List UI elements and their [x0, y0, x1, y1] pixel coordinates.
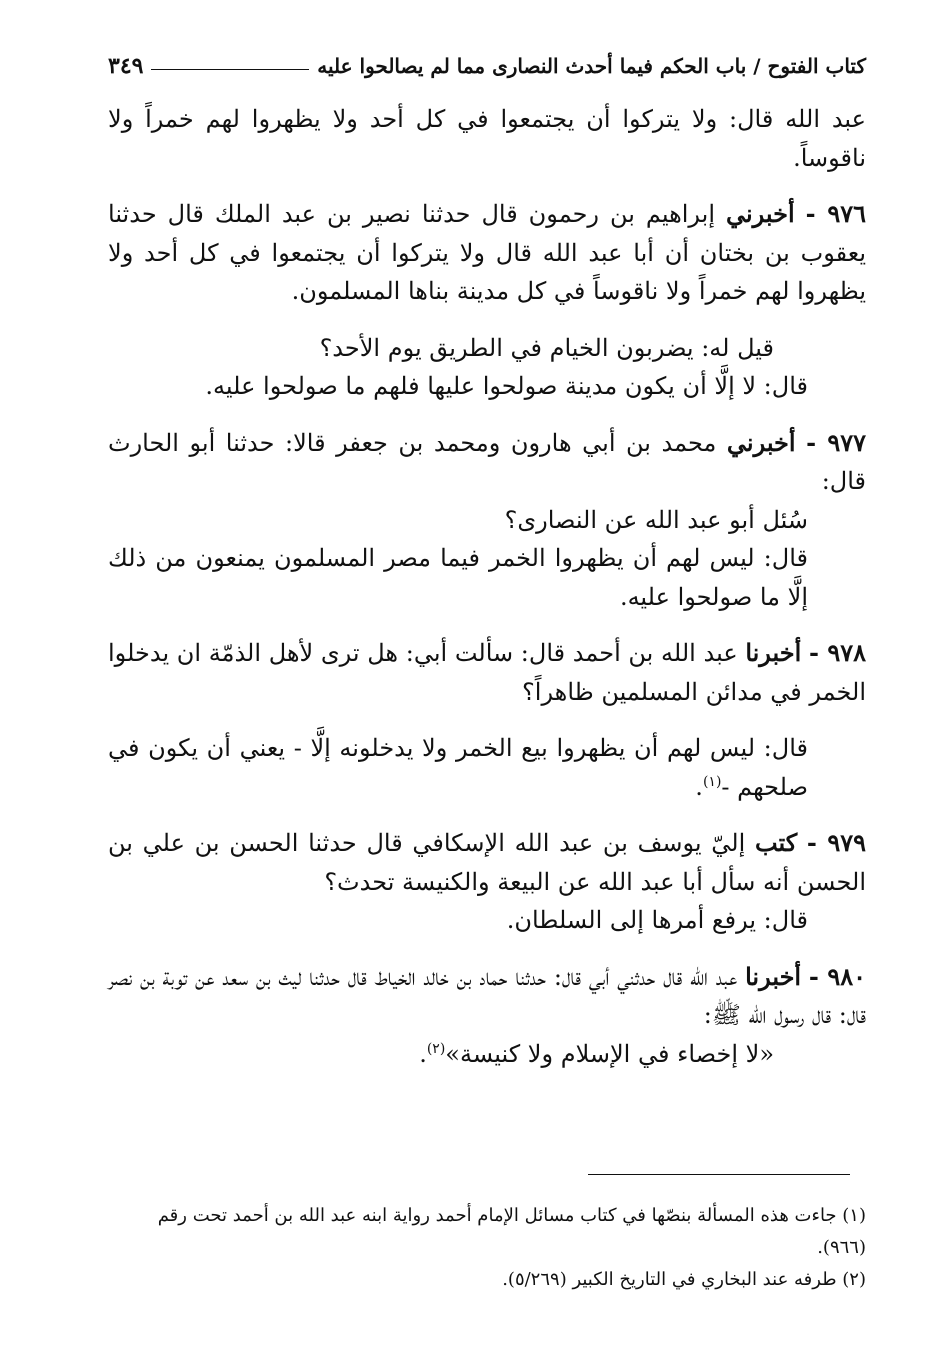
hadith-number: ٩٧٦ - [805, 199, 866, 228]
narration-keyword: أخبرنا [745, 638, 802, 667]
footnote-separator [588, 1174, 850, 1175]
page-body [108, 100, 866, 1073]
answer-line: قال: ليس لهم أن يظهروا الخمر فيما مصر المسلمون يمنعون من ذلك إلَّا ما صولحوا عليه. [108, 544, 808, 611]
hadith-text: إليّ يوسف بن عبد الله الإسكافي قال حدثنا الحسن بن علي بن الحسن أنه سأل أبا عبد الله عن البيعة والكنيسة تحدث؟ [108, 829, 866, 896]
footnote-2: (٢) طرفه عند البخاري في التاريخ الكبير (٥/٢٦٩). [502, 1269, 866, 1290]
answer-line: قال: يرفع أمرها إلى السلطان. [506, 906, 808, 934]
hadith-text: عبد الله قال حدثني أبي قال: حدثنا حماد بن خالد الخياط قال حدثنا ليث بن سعد عن توبة بن نصر قال: قال رسول الله ﷺ: [108, 962, 866, 1029]
narration-keyword: كتب [754, 828, 798, 857]
question-line: قيل له: يضربون الخيام في الطريق يوم الأحد؟ [319, 333, 774, 362]
running-header [108, 46, 866, 86]
paragraph-continuation: عبد الله قال: ولا يتركوا أن يجتمعوا في كل أحد ولا يظهروا لهم خمراً ولا ناقوساً. [108, 105, 866, 172]
hadith-number: ٩٧٩ - [806, 828, 866, 857]
hadith-978 [108, 634, 866, 711]
hadith-text: إبراهيم بن رحمون قال حدثنا نصير بن عبد الملك قال حدثنا يعقوب بن بختان أن أبا عبد الله قال ولا يتركوا أن يجتمعوا في كل أحد ولا يظهروا لهم خمراً ولا ناقوساً في كل مدينة بناها المسلمون. [108, 200, 866, 305]
narration-keyword: أخبرني [726, 427, 796, 457]
header-rule [151, 69, 309, 70]
footnote-mark-1[interactable]: (١) [702, 773, 722, 790]
hadith-980 [108, 958, 866, 1035]
answer-line: قال: ليس لهم أن يظهروا بيع الخمر ولا يدخلونه إلَّا - يعني أن يكون في صلحهم -$^{(١)}$. [108, 734, 808, 801]
prophetic-quote: «لا إخصاء في الإسلام ولا كنيسة»$^{(٢)}$. [419, 1039, 774, 1068]
hadith-number: ٩٨٠ - [808, 961, 866, 991]
footnotes [108, 1200, 866, 1296]
hadith-number: ٩٧٧ - [806, 427, 867, 457]
hadith-977 [108, 424, 866, 501]
hadith-text: محمد بن أبي هارون ومحمد بن جعفر قالا: حدثنا أبو الحارث قال: [108, 428, 866, 495]
hadith-text: عبد الله بن أحمد قال: سألت أبي: هل ترى لأهل الذمّة ان يدخلوا الخمر في مدائن المسلمين ظاهراً؟ [108, 639, 866, 706]
hadith-976 [108, 195, 866, 311]
footnote-mark-2[interactable]: (٢) [426, 1040, 446, 1057]
footnote-1: (١) جاءت هذه المسألة بنصّها في كتاب مسائل الإمام أحمد رواية ابنه عبد الله بن أحمد تحت رقم (٩٦٦). [157, 1205, 866, 1258]
hadith-number: ٩٧٨ - [808, 638, 866, 667]
page-number: ٣٤٩ [108, 53, 144, 79]
narration-keyword: أخبرنا [745, 961, 802, 991]
narration-keyword: أخبرني [726, 199, 795, 228]
question-line: سُئل أبو عبد الله عن النصارى؟ [504, 505, 808, 534]
answer-line: قال: لا إلَّا أن يكون مدينة صولحوا عليها فلهم ما صولحوا عليه. [205, 372, 808, 400]
hadith-979 [108, 824, 866, 901]
header-title: كتاب الفتوح / باب الحكم فيما أحدث النصارى مما لم يصالحوا عليه [317, 54, 866, 78]
